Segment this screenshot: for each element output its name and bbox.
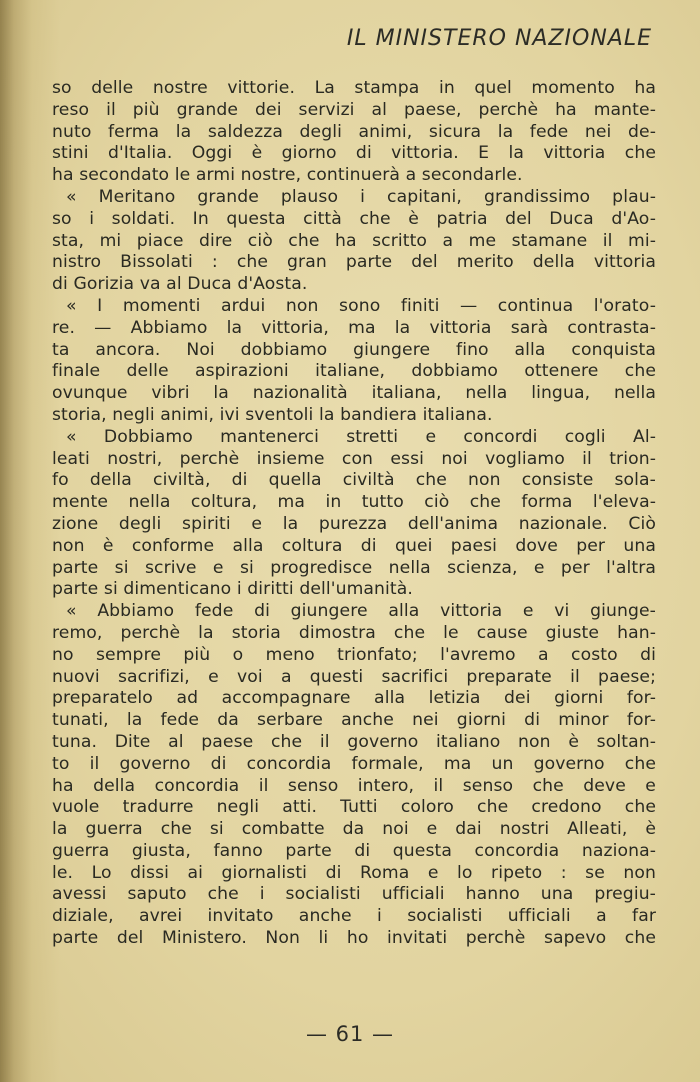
text-line: parte del Ministero. Non li ho invitati perchè sapevo che <box>52 928 656 949</box>
text-line: nuovi sacrifizi, e voi a questi sacrifici preparate il paese; <box>52 666 656 687</box>
text-line: guerra giusta, fanno parte di questa concordia naziona- <box>52 840 656 861</box>
text-line: tunati, la fede da serbare anche nei giorni di minor for- <box>52 710 656 731</box>
text-line: ha secondato le armi nostre, continuerà a secondarle. <box>52 165 523 186</box>
text-line: finale delle aspirazioni italiane, dobbiamo ottenere che <box>52 361 656 382</box>
text-line: le. Lo dissi ai giornalisti di Roma e lo ripeto : se non <box>52 862 656 883</box>
text-line: nuto ferma la saldezza degli animi, sicura la fede nei de- <box>52 121 656 142</box>
text-line: zione degli spiriti e la purezza dell'anima nazionale. Ciò <box>52 513 656 534</box>
text-line: « Abbiamo fede di giungere alla vittoria e vi giunge- <box>66 601 656 622</box>
text-line: di Gorizia va al Duca d'Aosta. <box>52 274 308 295</box>
text-line: storia, negli animi, ivi sventoli la bandiera italiana. <box>52 404 493 425</box>
text-line: remo, perchè la storia dimostra che le cause giuste han- <box>52 622 656 643</box>
text-line: parte si scrive e si progredisce nella scienza, e per l'altra <box>52 557 656 578</box>
text-line: reso il più grande dei servizi al paese, perchè ha mante- <box>52 99 656 120</box>
text-line: non è conforme alla coltura di quei paesi dove per una <box>52 535 656 556</box>
text-line: « I momenti ardui non sono finiti — continua l'orato- <box>66 295 656 316</box>
text-line: ha della concordia il senso intero, il senso che deve e <box>52 775 656 796</box>
page-number: — 61 — <box>305 1022 395 1046</box>
text-line: « Meritano grande plauso i capitani, grandissimo plau- <box>66 186 656 207</box>
text-line: parte si dimenticano i diritti dell'umanità. <box>52 579 413 600</box>
text-line: ovunque vibri la nazionalità italiana, nella lingua, nella <box>52 383 656 404</box>
text-line: stini d'Italia. Oggi è giorno di vittoria. E la vittoria che <box>52 143 656 164</box>
text-line: ta ancora. Noi dobbiamo giungere fino alla conquista <box>52 339 656 360</box>
text-line: « Dobbiamo mantenerci stretti e concordi cogli Al- <box>66 426 656 447</box>
text-line: tuna. Dite al paese che il governo italiano non è soltan- <box>52 731 656 752</box>
body-text <box>52 78 656 950</box>
text-line: avessi saputo che i socialisti ufficiali hanno una pregiu- <box>52 884 656 905</box>
text-line: fo della civiltà, di quella civiltà che non consiste sola- <box>52 470 656 491</box>
text-line: la guerra che si combatte da noi e dai nostri Alleati, è <box>52 819 656 840</box>
text-line: sta, mi piace dire ciò che ha scritto a me stamane il mi- <box>52 230 656 251</box>
text-line: nistro Bissolati : che gran parte del merito della vittoria <box>52 252 656 273</box>
text-line: to il governo di concordia formale, ma un governo che <box>52 753 656 774</box>
text-line: no sempre più o meno trionfato; l'avremo a costo di <box>52 644 656 665</box>
text-line: preparatelo ad accompagnare alla letizia dei giorni for- <box>52 688 656 709</box>
text-line: mente nella coltura, ma in tutto ciò che forma l'eleva- <box>52 492 656 513</box>
text-line: re. — Abbiamo la vittoria, ma la vittoria sarà contrasta- <box>52 317 656 338</box>
text-line: so delle nostre vittorie. La stampa in quel momento ha <box>52 78 656 98</box>
running-head: IL MINISTERO NAZIONALE <box>346 26 652 51</box>
text-line: vuole tradurre negli atti. Tutti coloro che credono che <box>52 797 656 818</box>
text-line: diziale, avrei invitato anche i socialisti ufficiali a far <box>52 906 656 927</box>
text-line: leati nostri, perchè insieme con essi noi vogliamo il trion- <box>52 448 656 469</box>
text-line: so i soldati. In questa città che è patria del Duca d'Ao- <box>52 208 656 229</box>
